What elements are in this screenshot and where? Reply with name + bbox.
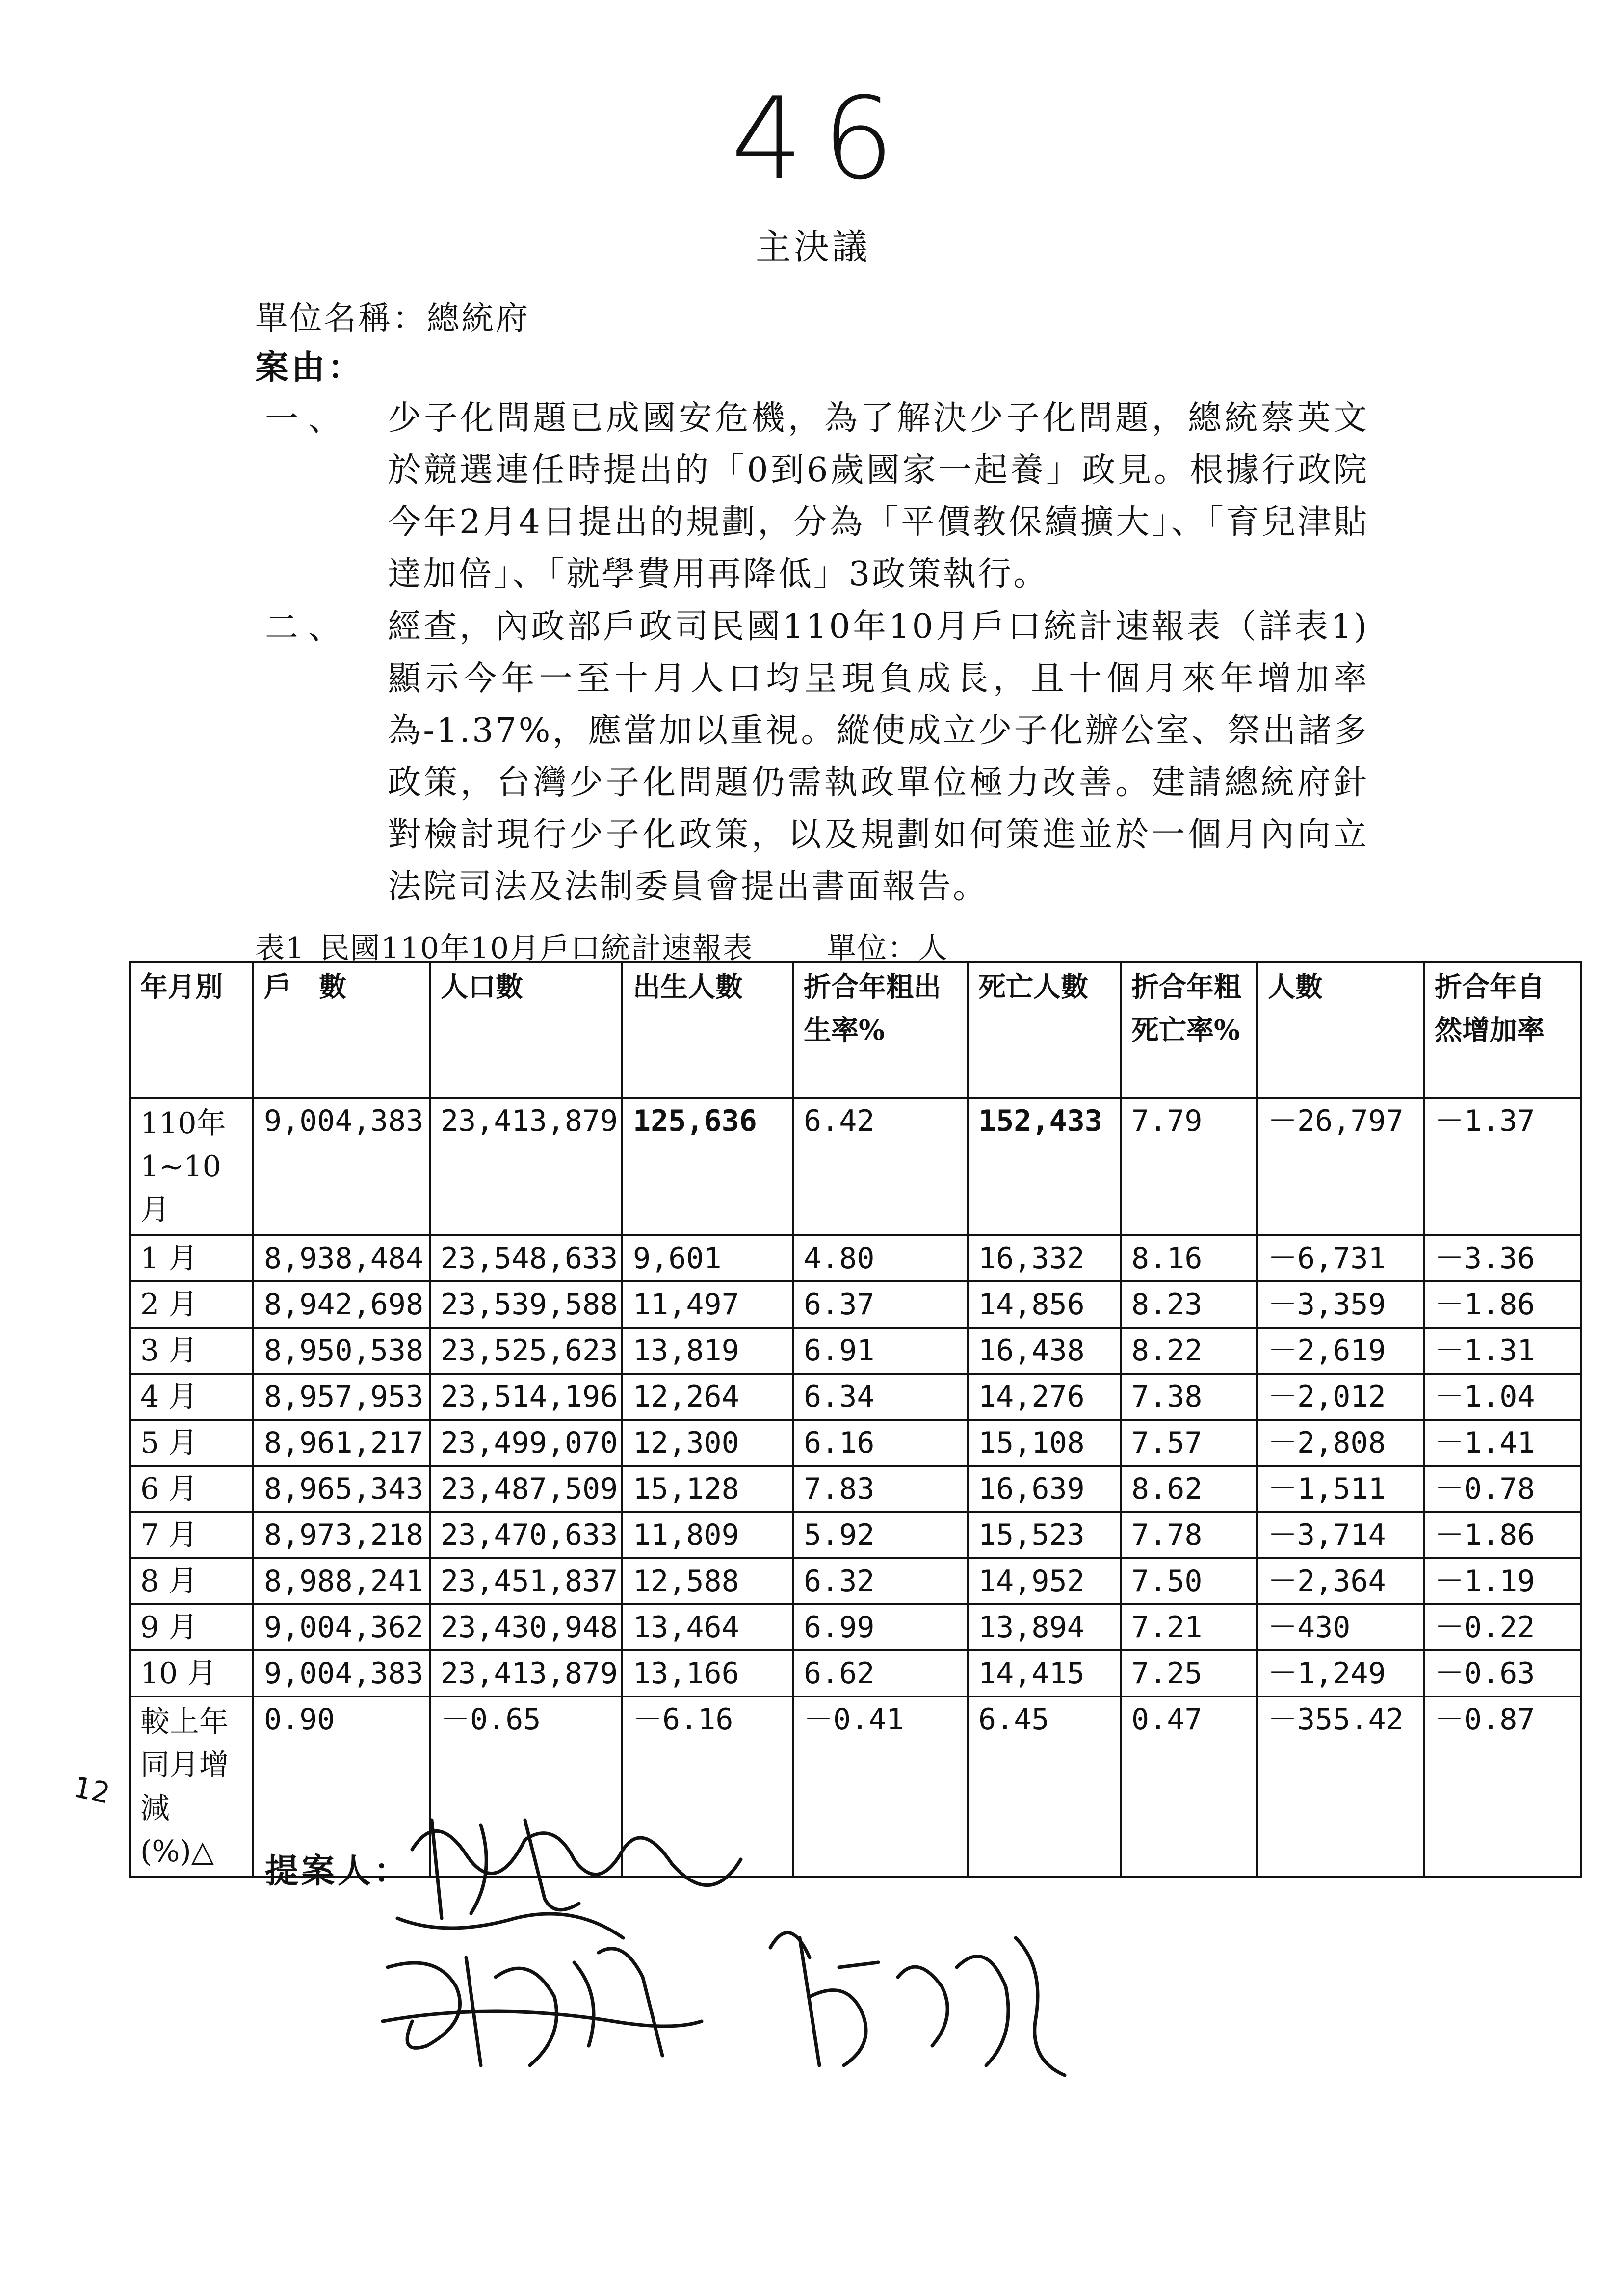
table-cell: 6.42 bbox=[793, 1098, 968, 1235]
population-stats-table bbox=[129, 961, 1582, 1878]
table-cell: 0.90 bbox=[253, 1696, 430, 1877]
table-row bbox=[130, 1281, 1581, 1328]
table-cell: －2,808 bbox=[1257, 1420, 1424, 1466]
table-cell: 12,300 bbox=[622, 1420, 793, 1466]
table-cell: 23,413,879 bbox=[430, 1650, 622, 1696]
table-cell: －2,012 bbox=[1257, 1374, 1424, 1420]
table-cell: －1.41 bbox=[1424, 1420, 1581, 1466]
table-cell: 13,166 bbox=[622, 1650, 793, 1696]
table-cell: 23,487,509 bbox=[430, 1466, 622, 1512]
header-cell: 人數 bbox=[1257, 962, 1424, 1098]
table-cell: －1,249 bbox=[1257, 1650, 1424, 1696]
table-cell: 13,819 bbox=[622, 1328, 793, 1374]
row-label-cell: 6 月 bbox=[130, 1466, 253, 1512]
row-label-cell: 8 月 bbox=[130, 1558, 253, 1604]
table-cell: 11,497 bbox=[622, 1281, 793, 1328]
table-cell: 9,004,383 bbox=[253, 1650, 430, 1696]
row-label-cell: 1 月 bbox=[130, 1235, 253, 1281]
table-cell: 6.45 bbox=[968, 1696, 1121, 1877]
row-label-cell: 7 月 bbox=[130, 1512, 253, 1558]
reason-label: 案由： bbox=[255, 348, 365, 387]
table-cell: 23,514,196 bbox=[430, 1374, 622, 1420]
table-row bbox=[130, 1512, 1581, 1558]
table-row bbox=[130, 1374, 1581, 1420]
unit-value: 總統府 bbox=[427, 299, 530, 337]
table-cell: 14,952 bbox=[968, 1558, 1121, 1604]
table-cell: －355.42 bbox=[1257, 1696, 1424, 1877]
table-cell: 8,961,217 bbox=[253, 1420, 430, 1466]
table-cell: 152,433 bbox=[968, 1098, 1121, 1235]
header-cell: 折合年粗死亡率% bbox=[1121, 962, 1257, 1098]
table-cell: 8,957,953 bbox=[253, 1374, 430, 1420]
table-cell: 125,636 bbox=[622, 1098, 793, 1235]
table-row bbox=[130, 1466, 1581, 1512]
table-cell: －2,619 bbox=[1257, 1328, 1424, 1374]
paragraph-text: 少子化問題已成國安危機，為了解決少子化問題，總統蔡英文於競選連任時提出的「0到6歲國家一起養」政見。根據行政院今年2月4日提出的規劃，分為「平價教保續擴大」、「育兒津貼達加倍」、「就學費用再降低」3政策執行。 bbox=[388, 399, 1369, 594]
row-label-cell: 5 月 bbox=[130, 1420, 253, 1466]
margin-note: 12 bbox=[70, 1770, 113, 1810]
table-cell: 23,525,623 bbox=[430, 1328, 622, 1374]
table-cell: 8,950,538 bbox=[253, 1328, 430, 1374]
table-cell: －0.22 bbox=[1424, 1604, 1581, 1650]
table-cell: －2,364 bbox=[1257, 1558, 1424, 1604]
table-cell: 16,438 bbox=[968, 1328, 1121, 1374]
table-cell: 9,004,362 bbox=[253, 1604, 430, 1650]
table-row bbox=[130, 1650, 1581, 1696]
table-cell: －6,731 bbox=[1257, 1235, 1424, 1281]
table-cell: 0.47 bbox=[1121, 1696, 1257, 1877]
header-cell: 死亡人數 bbox=[968, 962, 1121, 1098]
page-number: 46 bbox=[731, 74, 914, 205]
table-cell: －430 bbox=[1257, 1604, 1424, 1650]
document-heading: 主決議 bbox=[756, 226, 871, 267]
table-cell: 16,639 bbox=[968, 1466, 1121, 1512]
table-cell: 13,894 bbox=[968, 1604, 1121, 1650]
table-cell: －1.31 bbox=[1424, 1328, 1581, 1374]
table-row bbox=[130, 1420, 1581, 1466]
table-cell: 7.21 bbox=[1121, 1604, 1257, 1650]
table-cell: 7.38 bbox=[1121, 1374, 1257, 1420]
table-cell: 6.32 bbox=[793, 1558, 968, 1604]
row-label-cell: 3 月 bbox=[130, 1328, 253, 1374]
table-row bbox=[130, 1098, 1581, 1235]
table-cell: 15,108 bbox=[968, 1420, 1121, 1466]
table-cell: 8.16 bbox=[1121, 1235, 1257, 1281]
paragraph-number: 一、 bbox=[265, 400, 352, 439]
table-cell: －1.19 bbox=[1424, 1558, 1581, 1604]
table-cell: －0.65 bbox=[430, 1696, 622, 1877]
header-cell: 人口數 bbox=[430, 962, 622, 1098]
table-row bbox=[130, 1328, 1581, 1374]
table-cell: 13,464 bbox=[622, 1604, 793, 1650]
unit-line bbox=[255, 292, 530, 339]
table-caption-title: 民國110年10月戶口統計速報表 bbox=[320, 931, 754, 965]
table-cell: 11,809 bbox=[622, 1512, 793, 1558]
table-cell: 14,856 bbox=[968, 1281, 1121, 1328]
table-cell: －3.36 bbox=[1424, 1235, 1581, 1281]
table-cell: 23,539,588 bbox=[430, 1281, 622, 1328]
table-row bbox=[130, 1604, 1581, 1650]
table-cell: 4.80 bbox=[793, 1235, 968, 1281]
row-label-cell: 9 月 bbox=[130, 1604, 253, 1650]
table-cell: 8,973,218 bbox=[253, 1512, 430, 1558]
table-cell: －0.78 bbox=[1424, 1466, 1581, 1512]
table-cell: 12,264 bbox=[622, 1374, 793, 1420]
table-cell: 7.79 bbox=[1121, 1098, 1257, 1235]
table-cell: －6.16 bbox=[622, 1696, 793, 1877]
table-cell: 14,276 bbox=[968, 1374, 1121, 1420]
row-label-cell: 2 月 bbox=[130, 1281, 253, 1328]
table-cell: 7.25 bbox=[1121, 1650, 1257, 1696]
table-cell: 5.92 bbox=[793, 1512, 968, 1558]
table-cell: 23,413,879 bbox=[430, 1098, 622, 1235]
header-cell: 出生人數 bbox=[622, 962, 793, 1098]
table-cell: 23,548,633 bbox=[430, 1235, 622, 1281]
table-cell: －0.63 bbox=[1424, 1650, 1581, 1696]
table-cell: －1.86 bbox=[1424, 1281, 1581, 1328]
table-cell: 7.57 bbox=[1121, 1420, 1257, 1466]
row-label-cell: 4 月 bbox=[130, 1374, 253, 1420]
table-cell: 6.99 bbox=[793, 1604, 968, 1650]
table-cell: 8,942,698 bbox=[253, 1281, 430, 1328]
table-cell: 6.62 bbox=[793, 1650, 968, 1696]
table-cell: 7.50 bbox=[1121, 1558, 1257, 1604]
table-cell: 8,938,484 bbox=[253, 1235, 430, 1281]
table-row bbox=[130, 1558, 1581, 1604]
row-label-cell: 較上年同月增減(%)△ bbox=[130, 1696, 253, 1877]
table-cell: －1.86 bbox=[1424, 1512, 1581, 1558]
table-cell: －1.04 bbox=[1424, 1374, 1581, 1420]
header-cell: 折合年自然增加率 bbox=[1424, 962, 1581, 1098]
table-cell: 8,965,343 bbox=[253, 1466, 430, 1512]
table-cell: 23,430,948 bbox=[430, 1604, 622, 1650]
table-cell: 7.83 bbox=[793, 1466, 968, 1512]
table-caption-label: 表1 bbox=[255, 931, 306, 965]
table-cell: －3,714 bbox=[1257, 1512, 1424, 1558]
table-cell: 23,470,633 bbox=[430, 1512, 622, 1558]
table-cell: 16,332 bbox=[968, 1235, 1121, 1281]
table-cell: 8.62 bbox=[1121, 1466, 1257, 1512]
table-cell: －3,359 bbox=[1257, 1281, 1424, 1328]
table-cell: －0.41 bbox=[793, 1696, 968, 1877]
table-cell: 23,499,070 bbox=[430, 1420, 622, 1466]
paragraph-number: 二、 bbox=[265, 608, 352, 647]
handwritten-signatures bbox=[368, 1791, 1153, 2110]
table-cell: －0.87 bbox=[1424, 1696, 1581, 1877]
table-cell: 23,451,837 bbox=[430, 1558, 622, 1604]
header-cell: 折合年粗出生率% bbox=[793, 962, 968, 1098]
table-row bbox=[130, 1235, 1581, 1281]
table-header-row bbox=[130, 962, 1581, 1098]
header-cell: 年月別 bbox=[130, 962, 253, 1098]
header-cell: 戶 數 bbox=[253, 962, 430, 1098]
table-cell: 6.91 bbox=[793, 1328, 968, 1374]
table-cell: 7.78 bbox=[1121, 1512, 1257, 1558]
unit-label: 單位名稱： bbox=[255, 299, 427, 337]
table-cell: 8,988,241 bbox=[253, 1558, 430, 1604]
table-cell: 14,415 bbox=[968, 1650, 1121, 1696]
table-cell: －1,511 bbox=[1257, 1466, 1424, 1512]
table-cell: －1.37 bbox=[1424, 1098, 1581, 1235]
table-cell: 12,588 bbox=[622, 1558, 793, 1604]
paragraph-text: 經查，內政部戶政司民國110年10月戶口統計速報表（詳表1)顯示今年一至十月人口均呈現負成長，且十個月來年增加率為-1.37%，應當加以重視。縱使成立少子化辦公室、祭出諸多政策，台灣少子化問題仍需執政單位極力改善。建請總統府針對檢討現行少子化政策，以及規劃如何策進並於一個月內向立法院司法及法制委員會提出書面報告。 bbox=[388, 607, 1369, 906]
table-cell: 15,523 bbox=[968, 1512, 1121, 1558]
table-cell: 8.23 bbox=[1121, 1281, 1257, 1328]
table-cell: 6.16 bbox=[793, 1420, 968, 1466]
table-cell: －26,797 bbox=[1257, 1098, 1424, 1235]
table-cell: 6.34 bbox=[793, 1374, 968, 1420]
proposer-label: 提案人： bbox=[265, 1852, 411, 1891]
table-cell: 9,004,383 bbox=[253, 1098, 430, 1235]
table-cell: 8.22 bbox=[1121, 1328, 1257, 1374]
table-cell: 6.37 bbox=[793, 1281, 968, 1328]
table-cell: 15,128 bbox=[622, 1466, 793, 1512]
table-caption-unit: 單位：人 bbox=[827, 931, 949, 965]
table-cell: 9,601 bbox=[622, 1235, 793, 1281]
row-label-cell: 10 月 bbox=[130, 1650, 253, 1696]
row-label-cell: 110年 1~10月 bbox=[130, 1098, 253, 1235]
